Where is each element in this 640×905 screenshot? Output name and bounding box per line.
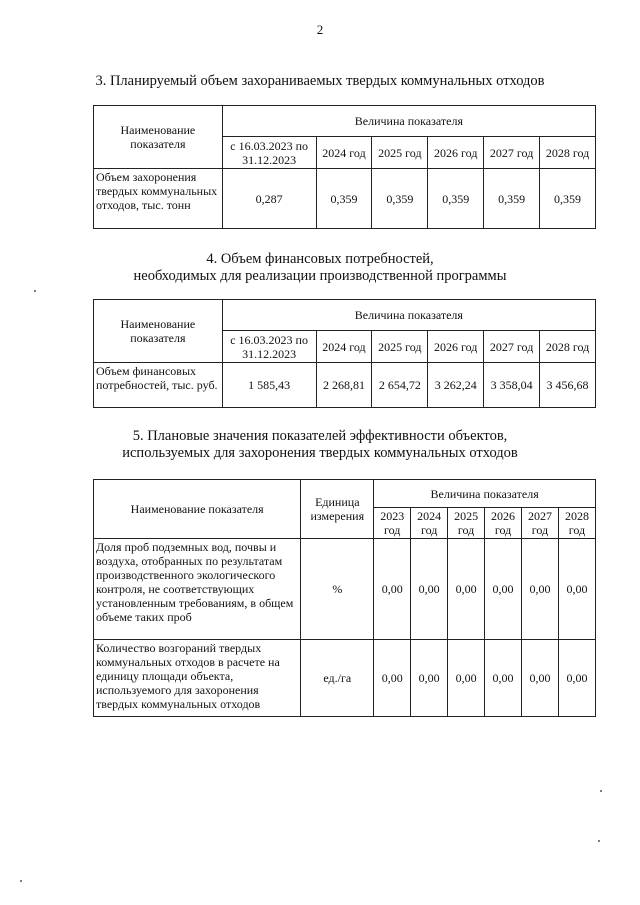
period-header: 2027 год bbox=[484, 331, 540, 363]
table-cell: 3 262,24 bbox=[428, 363, 484, 408]
section-4-title-line2: необходимых для реализации производственной программы bbox=[133, 268, 507, 284]
table-cell: 0,00 bbox=[485, 539, 522, 640]
period-header: 2026 год bbox=[428, 137, 484, 169]
header-unit: Единица измерения bbox=[301, 480, 374, 539]
section-4-title-line1: 4. Объем финансовых потребностей, bbox=[206, 251, 434, 267]
period-header: 2024 год bbox=[316, 331, 372, 363]
table-cell: 3 358,04 bbox=[484, 363, 540, 408]
unit-cell: % bbox=[301, 539, 374, 640]
table-cell: 0,00 bbox=[558, 640, 595, 717]
year-header: 2025 год bbox=[448, 508, 485, 539]
period-header: 2024 год bbox=[316, 137, 372, 169]
table-cell: 0,359 bbox=[316, 169, 372, 229]
table-cell: 0,359 bbox=[484, 169, 540, 229]
table-row bbox=[94, 169, 596, 229]
section-5-table bbox=[93, 479, 596, 717]
table-cell: 0,00 bbox=[448, 640, 485, 717]
section-3-table bbox=[93, 105, 596, 229]
row-label: Доля проб подземных вод, почвы и воздуха, отобранных по результатам производственного экологического контроля, не соответствующих установленным требованиям, в общем объеме таких проб bbox=[94, 539, 301, 640]
table-cell: 0,00 bbox=[374, 539, 411, 640]
table-cell: 0,00 bbox=[448, 539, 485, 640]
row-label: Объем захоронения твердых коммунальных отходов, тыс. тонн bbox=[94, 169, 223, 229]
scan-speck bbox=[20, 880, 22, 882]
period-header: 2025 год bbox=[372, 331, 428, 363]
table-cell: 0,00 bbox=[374, 640, 411, 717]
year-header: 2026 год bbox=[485, 508, 522, 539]
header-indicator-value: Величина показателя bbox=[222, 106, 595, 137]
year-header: 2024 год bbox=[411, 508, 448, 539]
header-indicator-name: Наименование показателя bbox=[94, 300, 223, 363]
scan-speck bbox=[600, 790, 602, 792]
table-cell: 0,00 bbox=[522, 640, 559, 717]
section-3-title: 3. Планируемый объем захораниваемых твердых коммунальных отходов bbox=[95, 73, 545, 89]
table-cell: 2 268,81 bbox=[316, 363, 372, 408]
table-cell: 1 585,43 bbox=[222, 363, 316, 408]
table-row bbox=[94, 640, 596, 717]
header-indicator-value: Величина показателя bbox=[374, 480, 596, 508]
period-header: 2027 год bbox=[484, 137, 540, 169]
table-cell: 0,00 bbox=[485, 640, 522, 717]
section-5-title-line1: 5. Плановые значения показателей эффективности объектов, bbox=[132, 428, 508, 444]
year-header: 2023 год bbox=[374, 508, 411, 539]
section-4-table bbox=[93, 299, 596, 408]
table-cell: 0,287 bbox=[222, 169, 316, 229]
table-cell: 0,00 bbox=[411, 640, 448, 717]
table-cell: 0,00 bbox=[558, 539, 595, 640]
table-cell: 3 456,68 bbox=[540, 363, 596, 408]
table-cell: 0,00 bbox=[522, 539, 559, 640]
page-number: 2 bbox=[316, 22, 324, 37]
year-header: 2028 год bbox=[558, 508, 595, 539]
table-row bbox=[94, 539, 596, 640]
period-header: с 16.03.2023 по 31.12.2023 bbox=[222, 137, 316, 169]
unit-cell: ед./га bbox=[301, 640, 374, 717]
header-indicator-value: Величина показателя bbox=[222, 300, 595, 331]
section-5-title-line2: используемых для захоронения твердых коммунальных отходов bbox=[122, 445, 518, 461]
scan-speck bbox=[34, 290, 36, 292]
row-label: Количество возгораний твердых коммунальных отходов в расчете на единицу площади объекта, используемого для захоронения твердых коммунальных отходов bbox=[94, 640, 301, 717]
table-cell: 0,00 bbox=[411, 539, 448, 640]
period-header: 2026 год bbox=[428, 331, 484, 363]
period-header: с 16.03.2023 по 31.12.2023 bbox=[222, 331, 316, 363]
table-cell: 0,359 bbox=[428, 169, 484, 229]
table-row bbox=[94, 363, 596, 408]
table-cell: 2 654,72 bbox=[372, 363, 428, 408]
period-header: 2025 год bbox=[372, 137, 428, 169]
table-cell: 0,359 bbox=[540, 169, 596, 229]
period-header: 2028 год bbox=[540, 137, 596, 169]
header-indicator-name: Наименование показателя bbox=[94, 106, 223, 169]
row-label: Объем финансовых потребностей, тыс. руб. bbox=[94, 363, 223, 408]
header-indicator-name: Наименование показателя bbox=[94, 480, 301, 539]
scan-speck bbox=[598, 840, 600, 842]
year-header: 2027 год bbox=[522, 508, 559, 539]
period-header: 2028 год bbox=[540, 331, 596, 363]
table-cell: 0,359 bbox=[372, 169, 428, 229]
